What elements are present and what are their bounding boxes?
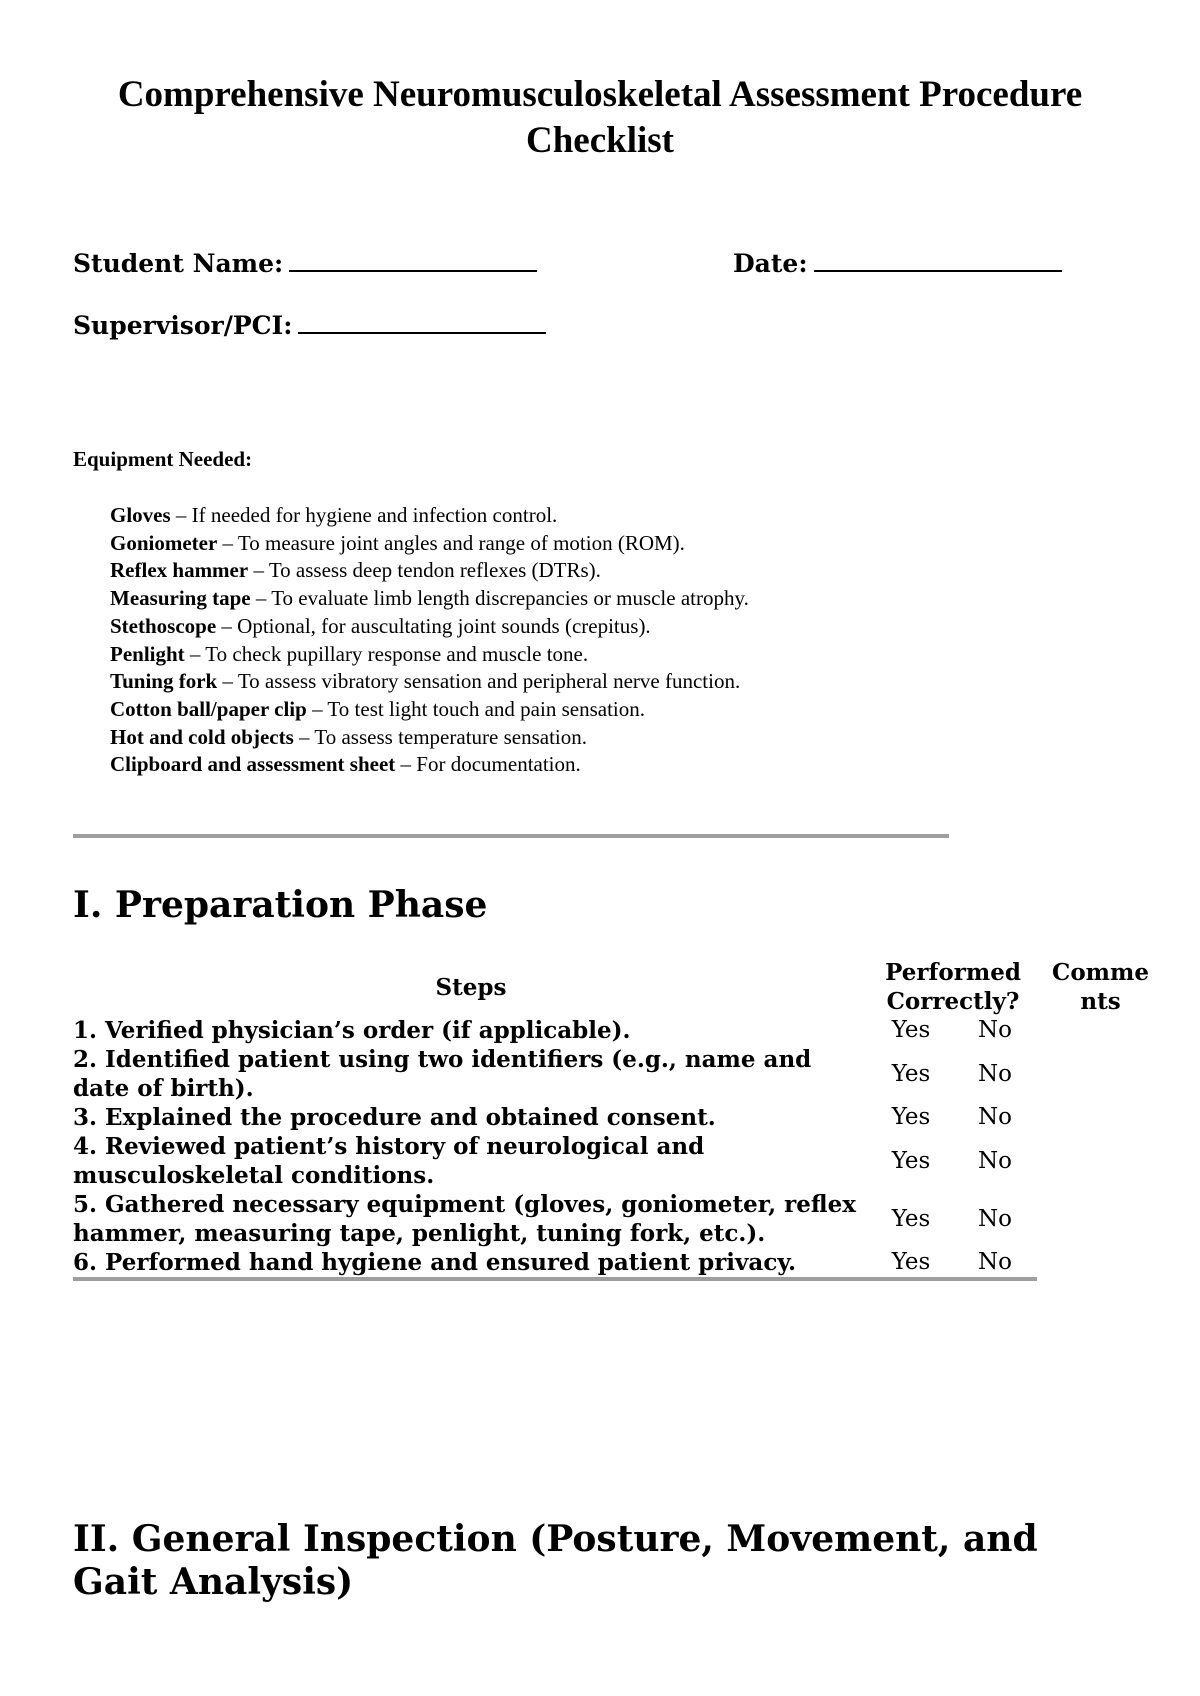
- comments-cell[interactable]: [1037, 1132, 1150, 1190]
- equipment-name: Goniometer: [110, 530, 218, 555]
- list-item: [110, 502, 749, 530]
- steps-column-header: Steps: [435, 973, 507, 1001]
- list-item: [110, 530, 749, 558]
- section-divider: [73, 834, 949, 838]
- supervisor-field: [73, 310, 546, 341]
- table-row: [73, 1132, 1150, 1190]
- equipment-name: Tuning fork: [110, 669, 218, 694]
- no-option[interactable]: No: [978, 1017, 1012, 1043]
- no-option[interactable]: No: [978, 1060, 1012, 1087]
- equipment-list: [110, 502, 749, 779]
- list-item: [110, 641, 749, 669]
- equipment-desc: – Optional, for auscultating joint sounds (crepitus).: [216, 613, 651, 638]
- no-option[interactable]: No: [953, 1248, 1037, 1279]
- preparation-steps-table: [73, 958, 1150, 1281]
- yes-option[interactable]: Yes: [891, 1017, 931, 1043]
- table-row: [73, 1103, 1150, 1132]
- step-text: 6. Performed hand hygiene and ensured patient privacy.: [73, 1248, 869, 1279]
- step-text: 1. Verified physician’s order (if applicable).: [73, 1017, 631, 1044]
- table-row: [73, 1190, 1150, 1248]
- yes-option[interactable]: Yes: [891, 1104, 931, 1130]
- step-text: 3. Explained the procedure and obtained consent.: [73, 1104, 716, 1131]
- student-name-field: [73, 248, 537, 279]
- equipment-name: Cotton ball/paper clip: [110, 696, 307, 721]
- yes-option[interactable]: Yes: [891, 1205, 931, 1232]
- list-item: [110, 696, 749, 724]
- equipment-desc: – To test light touch and pain sensation.: [306, 696, 645, 721]
- comments-cell[interactable]: [1037, 1016, 1150, 1045]
- no-option[interactable]: No: [978, 1205, 1012, 1232]
- equipment-desc: – For documentation.: [395, 752, 581, 777]
- supervisor-label: Supervisor/PCI:: [73, 311, 293, 340]
- comments-column-header: Comme nts: [1052, 959, 1149, 1015]
- student-name-label: Student Name:: [73, 249, 284, 278]
- table-row: [73, 1016, 1150, 1045]
- equipment-desc: – To check pupillary response and muscle tone.: [184, 641, 589, 666]
- equipment-name: Stethoscope: [110, 613, 217, 638]
- comments-cell[interactable]: [1037, 1248, 1150, 1279]
- equipment-heading: Equipment Needed:: [73, 447, 253, 471]
- list-item: [110, 585, 749, 613]
- step-text: 5. Gathered necessary equipment (gloves, goniometer, reflex hammer, measuring tape, penlight, tuning fork, etc.).: [73, 1191, 856, 1247]
- table-header-row: [73, 958, 1150, 1016]
- equipment-desc: – If needed for hygiene and infection control.: [170, 503, 558, 527]
- section-heading-preparation: I. Preparation Phase: [73, 884, 488, 926]
- date-field: [733, 248, 1062, 279]
- equipment-name: Hot and cold objects: [110, 724, 294, 749]
- list-item: [110, 668, 749, 696]
- equipment-name: Clipboard and assessment sheet: [110, 752, 396, 777]
- section-heading-general-inspection: II. General Inspection (Posture, Movement, and Gait Analysis): [73, 1518, 1038, 1603]
- equipment-desc: – To measure joint angles and range of motion (ROM).: [217, 530, 685, 555]
- step-text: 4. Reviewed patient’s history of neurological and musculoskeletal conditions.: [73, 1133, 705, 1189]
- yes-option[interactable]: Yes: [869, 1248, 953, 1279]
- table-row: [73, 1045, 1150, 1103]
- date-blank: [814, 248, 1062, 272]
- equipment-desc: – To assess deep tendon reflexes (DTRs).: [248, 558, 601, 583]
- step-text: 2. Identified patient using two identifiers (e.g., name and date of birth).: [73, 1046, 812, 1102]
- date-label: Date:: [733, 249, 808, 278]
- list-item: [110, 724, 749, 752]
- list-item: [110, 751, 749, 779]
- equipment-name: Gloves: [110, 503, 171, 527]
- equipment-desc: – To assess temperature sensation.: [293, 724, 587, 749]
- no-option[interactable]: No: [978, 1104, 1012, 1130]
- comments-cell[interactable]: [1037, 1190, 1150, 1248]
- performed-column-header: Performed Correctly?: [885, 959, 1021, 1015]
- yes-option[interactable]: Yes: [891, 1060, 931, 1087]
- equipment-name: Reflex hammer: [110, 558, 249, 583]
- page-title: Comprehensive Neuromusculoskeletal Assessment Procedure Checklist: [117, 74, 1083, 161]
- list-item: [110, 613, 749, 641]
- comments-cell[interactable]: [1037, 1103, 1150, 1132]
- supervisor-blank: [298, 310, 546, 334]
- equipment-name: Penlight: [110, 641, 185, 666]
- equipment-desc: – To assess vibratory sensation and peripheral nerve function.: [217, 669, 741, 694]
- yes-option[interactable]: Yes: [891, 1147, 931, 1174]
- no-option[interactable]: No: [978, 1147, 1012, 1174]
- equipment-name: Measuring tape: [110, 586, 251, 611]
- list-item: [110, 557, 749, 585]
- table-row: [73, 1248, 1150, 1279]
- equipment-desc: – To evaluate limb length discrepancies or muscle atrophy.: [250, 586, 749, 611]
- student-name-blank: [289, 248, 537, 272]
- comments-cell[interactable]: [1037, 1045, 1150, 1103]
